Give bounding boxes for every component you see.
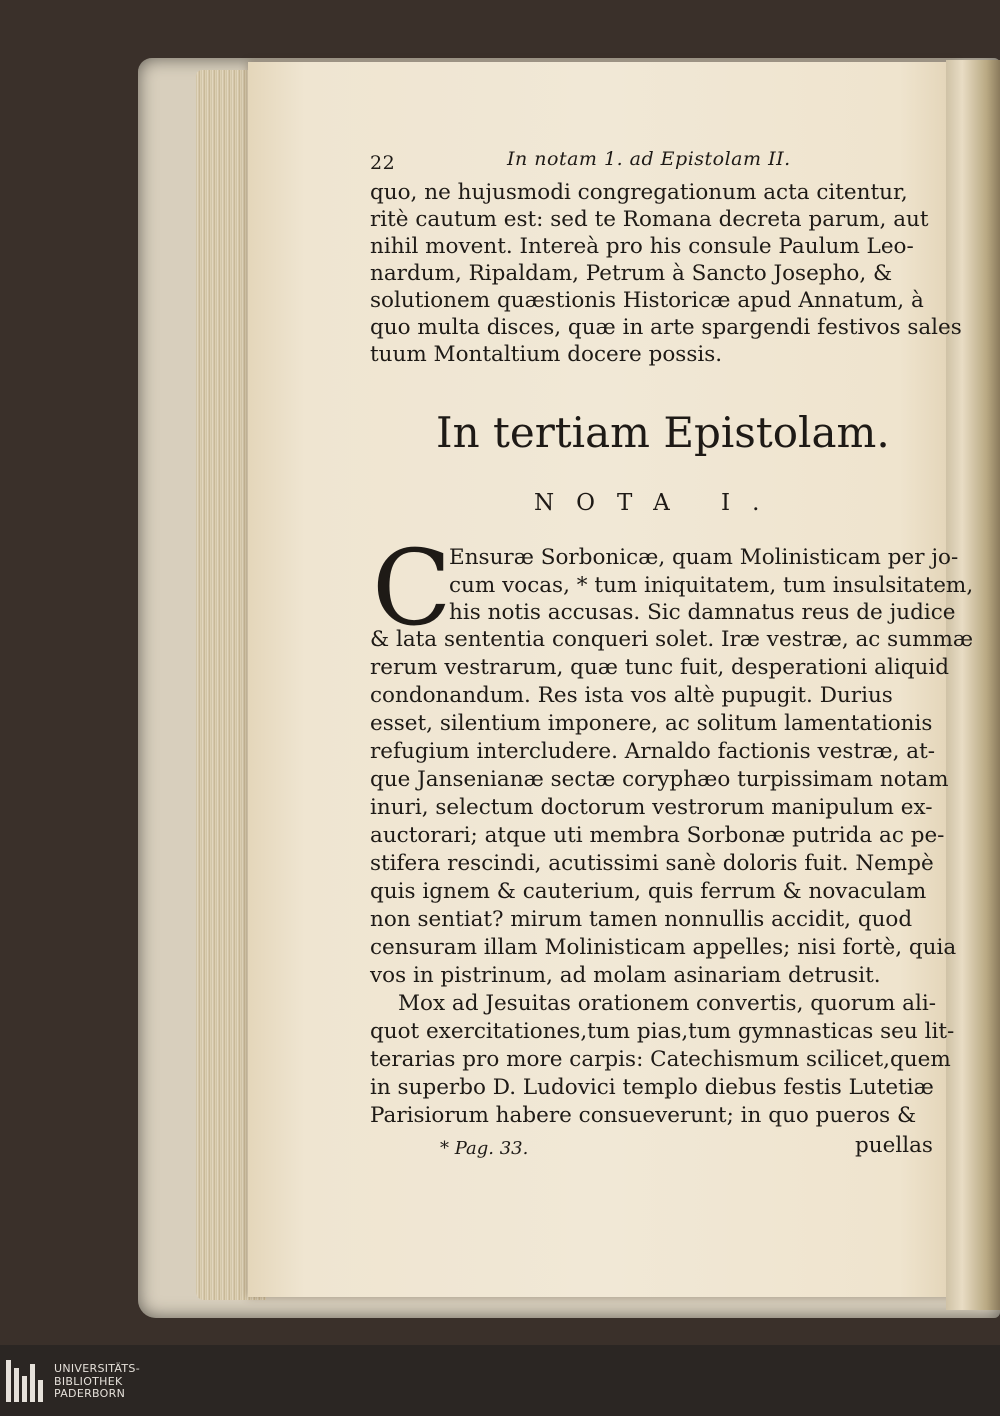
text-line: terarias pro more carpis: Catechismum scilicet,quem <box>370 1047 951 1072</box>
text-line: stifera rescindi, acutissimi sanè doloris fuit. Nempè <box>370 851 934 876</box>
text-line: in superbo D. Ludovici templo diebus festis Lutetiæ <box>370 1075 934 1100</box>
text-line: ritè cautum est: sed te Romana decreta parum, aut <box>370 207 929 232</box>
text-line: quo multa disces, quæ in arte spargendi festivos sales <box>370 315 962 340</box>
text-line: vos in pistrinum, ad molam asinariam detrusit. <box>370 963 881 988</box>
footer-bar <box>0 1345 1000 1416</box>
text-line: refugium intercludere. Arnaldo factionis vestræ, at- <box>370 739 935 764</box>
text-line: censuram illam Molinisticam appelles; nisi fortè, quia <box>370 935 957 960</box>
text-line: nardum, Ripaldam, Petrum à Sancto Josepho, & <box>370 261 893 286</box>
text-line: nihil movent. Intereà pro his consule Paulum Leo- <box>370 234 914 259</box>
footnote: * Pag. 33. <box>440 1138 529 1159</box>
library-logo-text <box>54 1363 140 1401</box>
page-number: 22 <box>370 152 396 174</box>
text-line: que Jansenianæ sectæ coryphæo turpissimam notam <box>370 767 949 792</box>
text-line: auctorari; atque uti membra Sorbonæ putrida ac pe- <box>370 823 945 848</box>
logo-line: BIBLIOTHEK <box>54 1374 123 1388</box>
running-title: In notam 1. ad Epistolam II. <box>507 148 791 170</box>
section-title: In tertiam Epistolam. <box>436 408 890 457</box>
drop-cap: C <box>372 527 452 649</box>
text-line: quo, ne hujusmodi congregationum acta citentur, <box>370 180 908 205</box>
logo-line: PADERBORN <box>54 1387 126 1400</box>
text-line: quot exercitationes,tum pias,tum gymnasticas seu lit- <box>370 1019 955 1044</box>
book-spine <box>946 60 1000 1310</box>
text-line: cum vocas, * tum iniquitatem, tum insulsitatem, <box>449 573 974 598</box>
text-line: solutionem quæstionis Historicæ apud Annatum, à <box>370 288 924 313</box>
nota-heading: NOTA I. <box>534 490 782 516</box>
text-line: inuri, selectum doctorum vestrorum manipulum ex- <box>370 795 933 820</box>
text-line: Ensuræ Sorbonicæ, quam Molinisticam per jo- <box>449 545 959 570</box>
text-line: esset, silentium imponere, ac solitum lamentationis <box>370 711 933 736</box>
text-line: quis ignem & cauterium, quis ferrum & novaculam <box>370 879 927 904</box>
text-line: Parisiorum habere consueverunt; in quo pueros & <box>370 1103 917 1128</box>
text-line: condonandum. Res ista vos altè pupugit. Durius <box>370 683 893 708</box>
text-line: his notis accusas. Sic damnatus reus de judice <box>449 600 956 625</box>
text-line: Mox ad Jesuitas orationem convertis, quorum ali- <box>398 991 936 1016</box>
logo-line: UNIVERSITÄTS- <box>54 1362 140 1375</box>
text-line: rerum vestrarum, quæ tunc fuit, desperationi aliquid <box>370 655 949 680</box>
text-line: & lata sententia conqueri solet. Iræ vestræ, ac summæ <box>370 627 974 652</box>
library-logo-icon <box>6 1360 46 1402</box>
text-line: non sentiat? mirum tamen nonnullis accidit, quod <box>370 907 913 932</box>
text-line: tuum Montaltium docere possis. <box>370 342 723 367</box>
catchword: puellas <box>855 1133 933 1158</box>
